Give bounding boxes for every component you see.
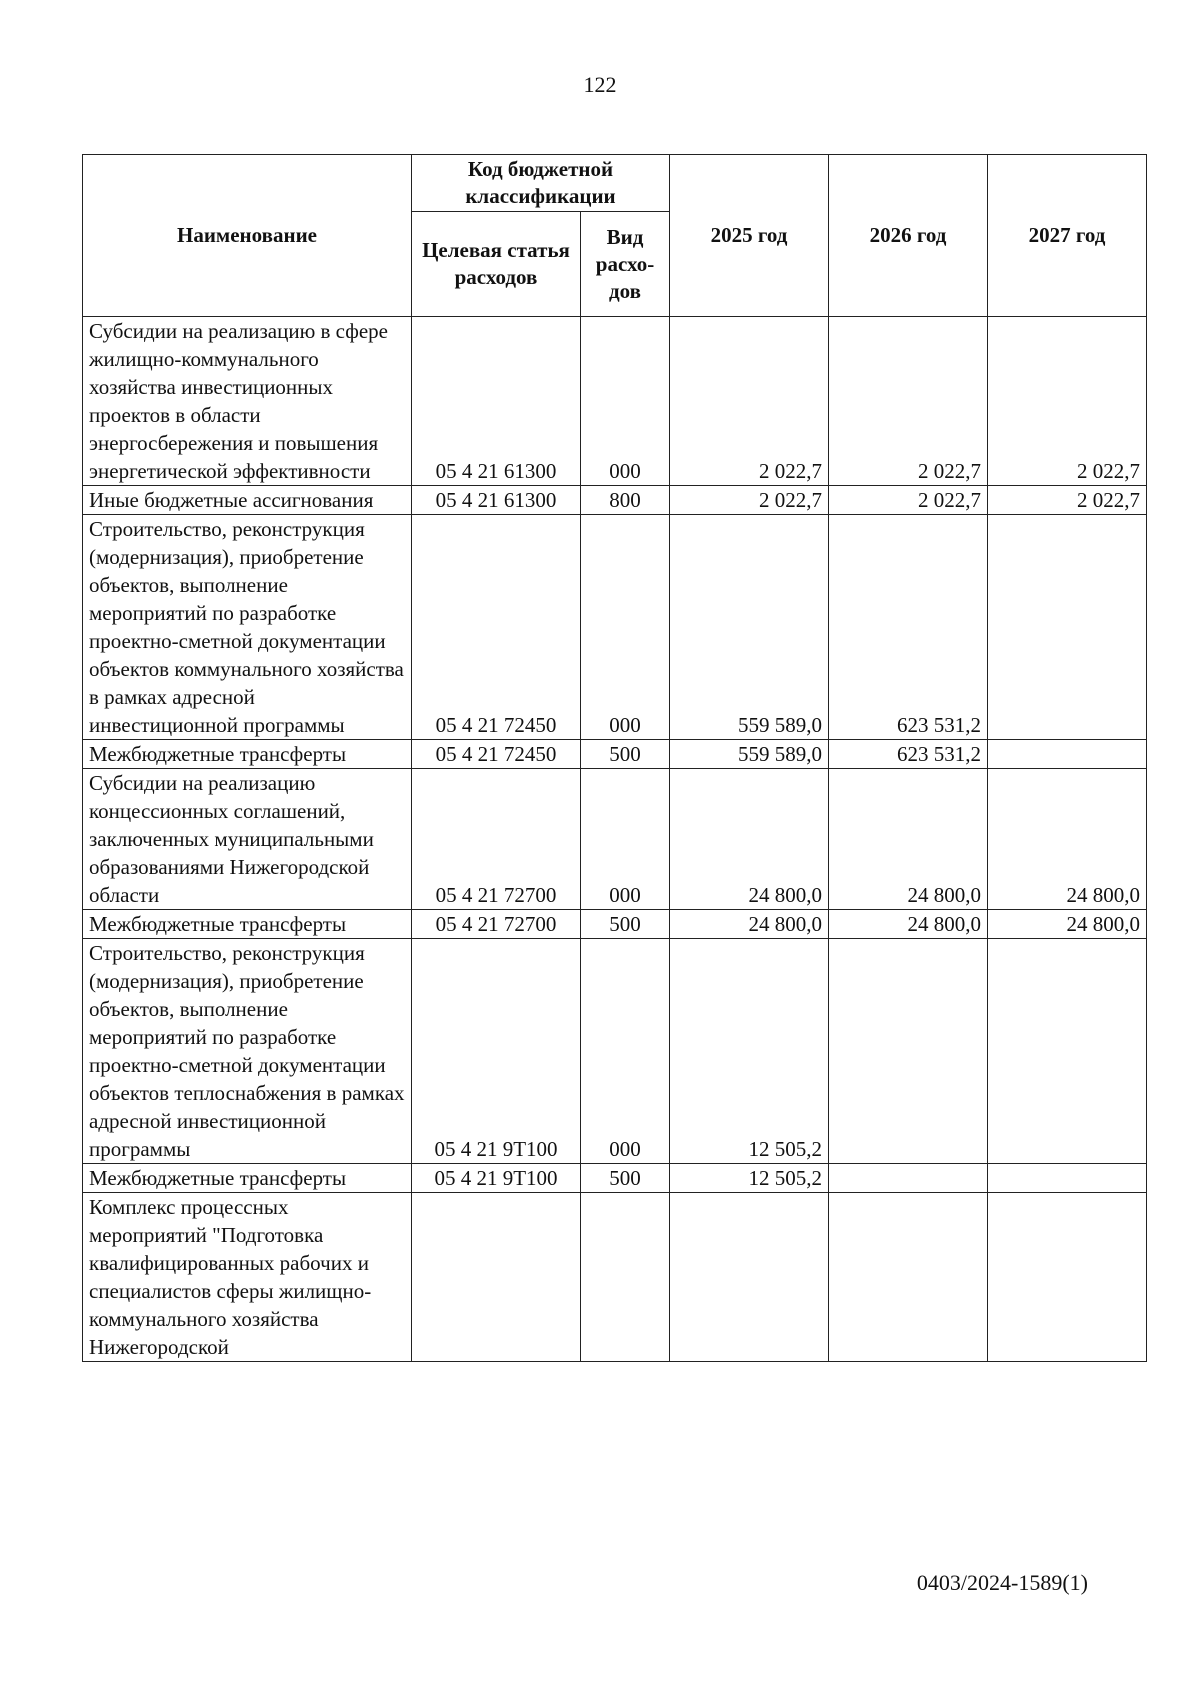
row-code: 05 4 21 72450: [412, 740, 581, 769]
row-name: Межбюджетные трансферты: [83, 740, 412, 769]
row-2026: 2 022,7: [829, 317, 988, 486]
table-row: [83, 515, 1147, 740]
row-2026: [829, 939, 988, 1164]
row-type: 000: [581, 317, 670, 486]
row-code: [412, 1193, 581, 1362]
header-row-top: [83, 155, 1147, 212]
row-2025: [670, 1193, 829, 1362]
table-row: [83, 317, 1147, 486]
row-code: 05 4 21 72700: [412, 769, 581, 910]
header-2025: 2025 год: [670, 155, 829, 317]
row-name: Строительство, реконструкция (модернизация), приобретение объектов, выполнение мероприятий по разработке проектно-сметной документации объектов теплоснабжения в рамках адресной инвестиционной программы: [83, 939, 412, 1164]
row-code: 05 4 21 72700: [412, 910, 581, 939]
row-2027: [988, 515, 1147, 740]
row-code: 05 4 21 9Т100: [412, 1164, 581, 1193]
table-row: [83, 939, 1147, 1164]
header-2027: 2027 год: [988, 155, 1147, 317]
table-row: [83, 769, 1147, 910]
row-2027: [988, 1164, 1147, 1193]
table-row: [83, 1164, 1147, 1193]
document-id: 0403/2024-1589(1): [916, 1570, 1088, 1595]
row-type: 800: [581, 486, 670, 515]
row-name: Строительство, реконструкция (модернизация), приобретение объектов, выполнение мероприятий по разработке проектно-сметной документации объектов коммунального хозяйства в рамках адресной инвестиционной программы: [83, 515, 412, 740]
row-2027: 24 800,0: [988, 910, 1147, 939]
row-2026: 24 800,0: [829, 910, 988, 939]
row-2026: [829, 1193, 988, 1362]
row-2025: 2 022,7: [670, 317, 829, 486]
header-name: Наименование: [83, 155, 412, 317]
row-2026: 2 022,7: [829, 486, 988, 515]
row-type: 000: [581, 515, 670, 740]
row-name: Межбюджетные трансферты: [83, 910, 412, 939]
row-2025: 24 800,0: [670, 769, 829, 910]
row-name: Субсидии на реализацию концессионных соглашений, заключенных муниципальными образованиями Нижегородской области: [83, 769, 412, 910]
row-2026: 24 800,0: [829, 769, 988, 910]
row-2027: [988, 740, 1147, 769]
row-name: Межбюджетные трансферты: [83, 1164, 412, 1193]
row-name: Субсидии на реализацию в сфере жилищно-коммунального хозяйства инвестиционных проектов в области энергосбережения и повышения энергетической эффективности: [83, 317, 412, 486]
row-2027: 2 022,7: [988, 486, 1147, 515]
row-name: Комплекс процессных мероприятий "Подготовка квалифицированных рабочих и специалистов сферы жилищно-коммунального хозяйства Нижегородской: [83, 1193, 412, 1362]
row-2027: 24 800,0: [988, 769, 1147, 910]
table-row: [83, 486, 1147, 515]
row-type: 000: [581, 769, 670, 910]
header-kbk: Код бюджетной классификации: [412, 155, 670, 212]
row-2027: [988, 1193, 1147, 1362]
row-type: [581, 1193, 670, 1362]
table-row: [83, 1193, 1147, 1362]
row-2026: [829, 1164, 988, 1193]
row-type: 500: [581, 910, 670, 939]
row-type: 000: [581, 939, 670, 1164]
row-2025: 559 589,0: [670, 515, 829, 740]
row-2025: 24 800,0: [670, 910, 829, 939]
row-2026: 623 531,2: [829, 515, 988, 740]
row-code: 05 4 21 61300: [412, 317, 581, 486]
table-row: [83, 740, 1147, 769]
page-number: 122: [583, 72, 617, 97]
row-code: 05 4 21 72450: [412, 515, 581, 740]
table-row: [83, 910, 1147, 939]
row-code: 05 4 21 61300: [412, 486, 581, 515]
row-2025: 12 505,2: [670, 1164, 829, 1193]
header-expense-type: Вид расхо-дов: [581, 212, 670, 317]
row-type: 500: [581, 740, 670, 769]
row-code: 05 4 21 9Т100: [412, 939, 581, 1164]
row-2025: 559 589,0: [670, 740, 829, 769]
row-2027: 2 022,7: [988, 317, 1147, 486]
row-type: 500: [581, 1164, 670, 1193]
budget-table: [82, 154, 1147, 1362]
row-2025: 12 505,2: [670, 939, 829, 1164]
header-target-article: Целевая статья расходов: [412, 212, 581, 317]
row-2026: 623 531,2: [829, 740, 988, 769]
row-name: Иные бюджетные ассигнования: [83, 486, 412, 515]
header-2026: 2026 год: [829, 155, 988, 317]
row-2027: [988, 939, 1147, 1164]
row-2025: 2 022,7: [670, 486, 829, 515]
